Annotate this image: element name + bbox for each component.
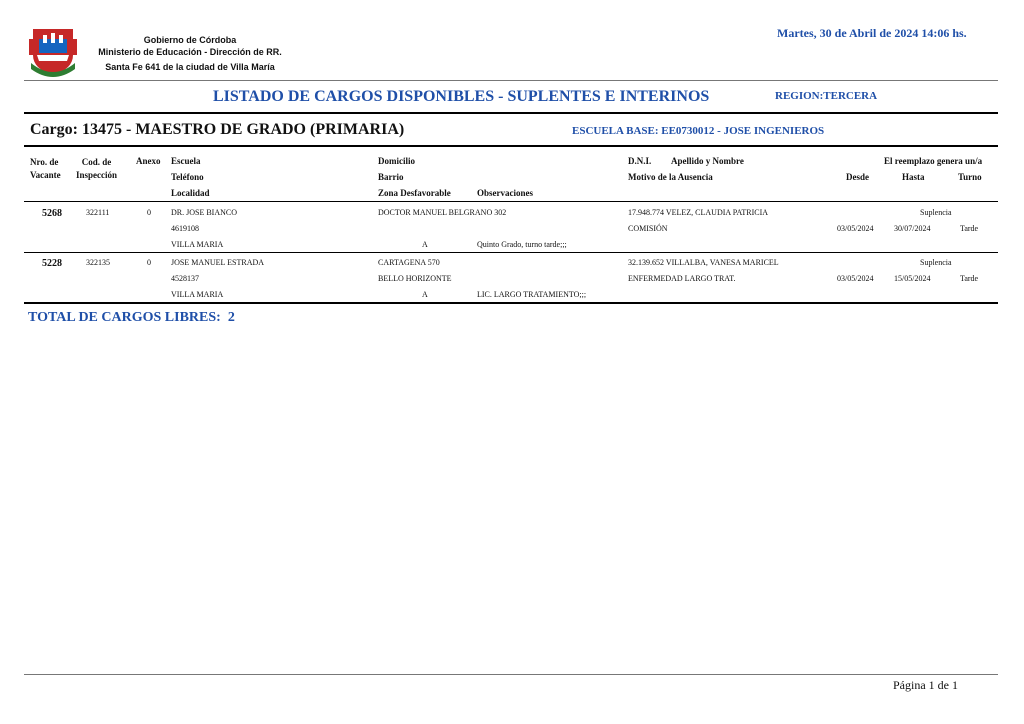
row-domicilio: CARTAGENA 570 (378, 258, 440, 267)
col-anexo: Anexo (136, 156, 161, 166)
col-nro-vacante: Nro. de Vacante (30, 157, 61, 180)
col-barrio: Barrio (378, 172, 404, 182)
row-telefono: 4528137 (171, 274, 199, 283)
row-escuela: DR. JOSE BIANCO (171, 208, 238, 217)
page-number: Página 1 de 1 (893, 678, 958, 692)
report-datetime: Martes, 30 de Abril de 2024 14:06 hs. (777, 26, 967, 40)
row-zona: A (422, 290, 428, 299)
escuela-base: ESCUELA BASE: EE0730012 - JOSE INGENIEROS (572, 125, 825, 137)
row-dni-nombre: 32.139.652 VILLALBA, VANESA MARICEL (628, 258, 779, 267)
row-turno: Tarde (960, 274, 979, 283)
cargo-title: Cargo: 13475 - MAESTRO DE GRADO (PRIMARIA) (30, 121, 405, 138)
row-nro: 5228 (42, 258, 62, 269)
table-bottom-divider (24, 302, 998, 304)
row-localidad: VILLA MARIA (171, 240, 224, 249)
col-escuela: Escuela (171, 156, 201, 166)
org-address: Santa Fe 641 de la ciudad de Villa María (105, 62, 275, 72)
total-cargos: TOTAL DE CARGOS LIBRES: 2 (28, 310, 235, 325)
footer-divider (24, 674, 998, 675)
row-motivo: ENFERMEDAD LARGO TRAT. (628, 274, 736, 283)
row-tipo: Suplencia (920, 258, 952, 267)
col-cod-inspeccion: Cod. de Inspección (76, 157, 118, 180)
row-desde: 03/05/2024 (837, 224, 874, 233)
col-hasta: Hasta (902, 172, 925, 182)
row-cod: 322111 (86, 208, 110, 217)
row-domicilio: DOCTOR MANUEL BELGRANO 302 (378, 208, 507, 217)
col-telefono: Teléfono (171, 172, 204, 182)
col-domicilio: Domicilio (378, 156, 415, 166)
row-desde: 03/05/2024 (837, 274, 874, 283)
row-observaciones: LIC. LARGO TRATAMIENTO;;; (477, 290, 587, 299)
row-hasta: 15/05/2024 (894, 274, 931, 283)
row-turno: Tarde (960, 224, 979, 233)
col-turno: Turno (958, 172, 982, 182)
org-name: Gobierno de Córdoba (143, 35, 237, 45)
col-localidad: Localidad (171, 188, 210, 198)
row-anexo: 0 (147, 208, 151, 217)
col-zona: Zona Desfavorable (378, 188, 451, 198)
row-anexo: 0 (147, 258, 151, 267)
report-title: LISTADO DE CARGOS DISPONIBLES - SUPLENTES E INTERINOS (213, 88, 710, 105)
header-divider (24, 80, 998, 81)
region-label: REGION:TERCERA (775, 90, 878, 102)
title-divider (24, 112, 998, 114)
col-motivo: Motivo de la Ausencia (628, 172, 713, 182)
row-motivo: COMISIÓN (628, 224, 668, 233)
col-reemplazo: El reemplazo genera un/a (884, 156, 983, 166)
row-observaciones: Quinto Grado, turno tarde;;; (477, 240, 567, 249)
row-nro: 5268 (42, 208, 62, 219)
row-barrio: BELLO HORIZONTE (378, 274, 452, 283)
col-dni: D.N.I. (628, 156, 652, 166)
row-escuela: JOSE MANUEL ESTRADA (171, 258, 265, 267)
cargo-divider (24, 145, 998, 147)
row-hasta: 30/07/2024 (894, 224, 931, 233)
row-localidad: VILLA MARIA (171, 290, 224, 299)
row-dni-nombre: 17.948.774 VELEZ, CLAUDIA PATRICIA (628, 208, 769, 217)
org-department: Ministerio de Educación - Dirección de RR. (98, 47, 282, 57)
col-apellido: Apellido y Nombre (671, 156, 744, 166)
row-tipo: Suplencia (920, 208, 952, 217)
col-desde: Desde (846, 172, 869, 182)
coat-of-arms-icon (27, 25, 79, 79)
col-observaciones: Observaciones (477, 188, 533, 198)
row-divider (24, 252, 998, 253)
row-zona: A (422, 240, 428, 249)
row-telefono: 4619108 (171, 224, 199, 233)
header-row-divider (24, 201, 998, 202)
row-cod: 322135 (86, 258, 110, 267)
